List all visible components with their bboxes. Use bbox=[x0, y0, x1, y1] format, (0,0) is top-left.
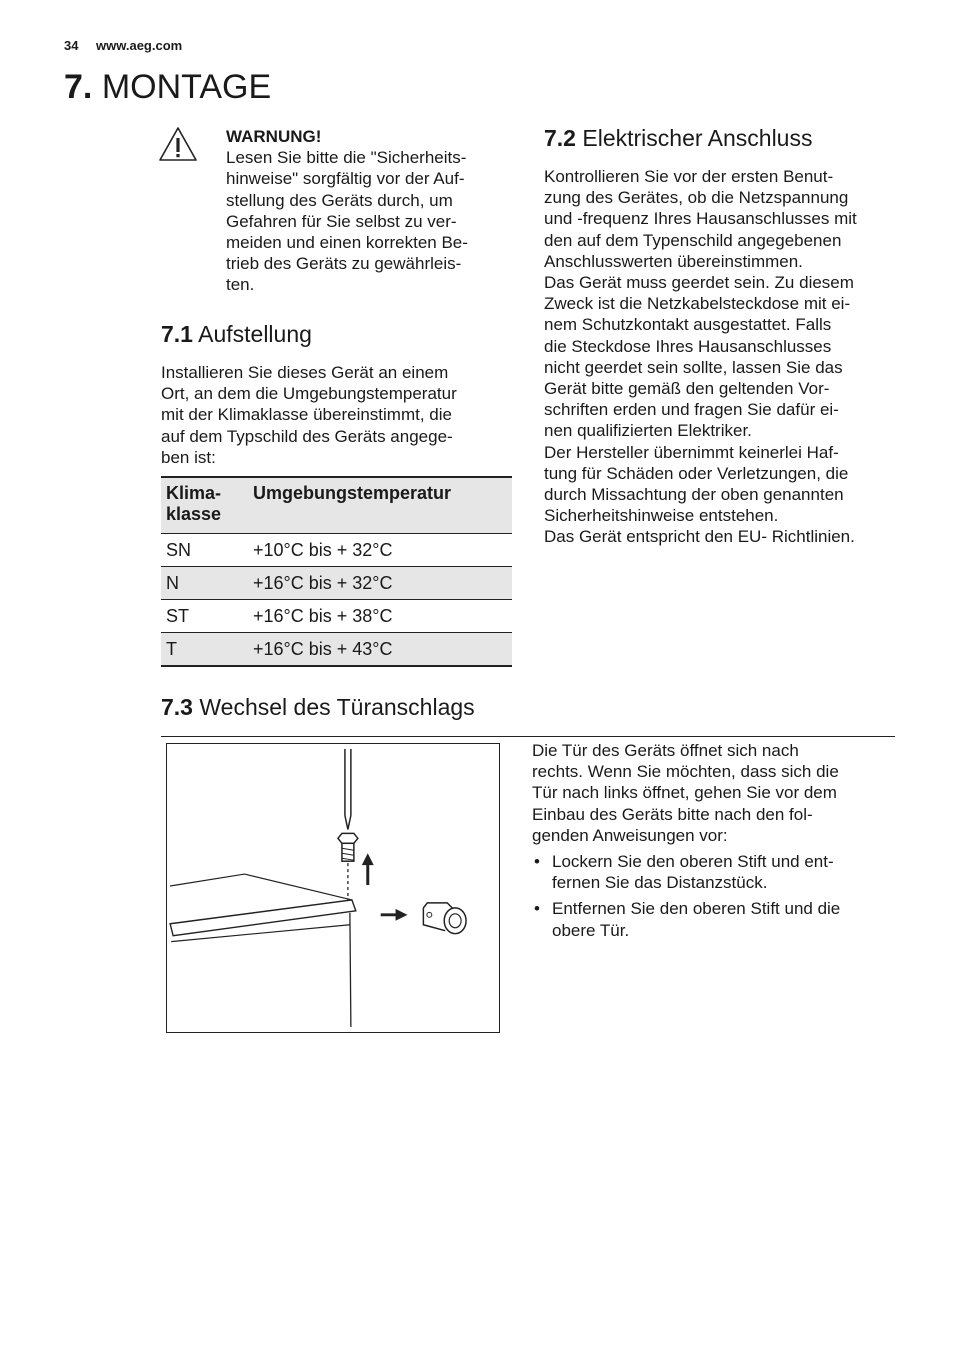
chapter-title-text: MONTAGE bbox=[101, 68, 272, 106]
chapter-number: 7. bbox=[64, 68, 93, 106]
section-7-3-text bbox=[532, 740, 892, 941]
warning-line: stellung des Geräts durch, um bbox=[226, 190, 453, 210]
warning-box bbox=[226, 126, 516, 296]
text-line: auf dem Typschild des Geräts angege- bbox=[161, 426, 453, 446]
chapter-title bbox=[64, 66, 271, 108]
door-hinge-illustration bbox=[166, 743, 500, 1033]
text-line: rechts. Wenn Sie möchten, dass sich die bbox=[532, 762, 839, 782]
climate-class-table bbox=[161, 476, 512, 667]
section-title: Aufstellung bbox=[198, 321, 312, 347]
text-line: nem Schutzkontakt ausgestattet. Falls bbox=[544, 315, 832, 335]
table-row bbox=[161, 567, 512, 600]
text-line: tung für Schäden oder Verletzungen, die bbox=[544, 463, 849, 483]
warning-line: hinweise" sorgfältig vor der Auf- bbox=[226, 169, 465, 189]
list-item-line: fernen Sie das Distanzstück. bbox=[552, 873, 768, 893]
page-number: 34 bbox=[64, 38, 79, 53]
text-line: Das Gerät entspricht den EU- Richtlinien. bbox=[544, 527, 855, 547]
table-cell-temperature: +10°C bis + 32°C bbox=[248, 534, 512, 567]
section-7-1-heading bbox=[161, 319, 312, 349]
section-7-2-heading bbox=[544, 123, 812, 153]
text-line: Kontrollieren Sie vor der ersten Benut- bbox=[544, 167, 834, 186]
warning-triangle-icon bbox=[158, 126, 198, 162]
table-cell-temperature: +16°C bis + 43°C bbox=[248, 633, 512, 667]
text-line: Die Tür des Geräts öffnet sich nach bbox=[532, 741, 799, 760]
text-line: durch Missachtung der oben genannten bbox=[544, 485, 844, 505]
header-line: klasse bbox=[166, 504, 222, 524]
warning-line: Lesen Sie bitte die "Sicherheits- bbox=[226, 148, 467, 168]
warning-line: ten. bbox=[226, 275, 255, 295]
text-line: Zweck ist die Netzkabelsteckdose mit ei- bbox=[544, 294, 851, 314]
text-line: Ort, an dem die Umgebungstemperatur bbox=[161, 384, 457, 404]
section-divider bbox=[161, 736, 895, 737]
section-number: 7.1 bbox=[161, 321, 193, 347]
table-cell-class: SN bbox=[161, 534, 248, 567]
section-7-2-text bbox=[544, 166, 904, 548]
text-line: nen qualifizierten Elektriker. bbox=[544, 421, 752, 441]
table-header-row bbox=[161, 477, 512, 534]
table-header-temperature: Umgebungstemperatur bbox=[248, 477, 512, 534]
list-item-line: Lockern Sie den oberen Stift und ent- bbox=[552, 852, 834, 872]
header-line: Klima- bbox=[166, 483, 222, 503]
text-line: und -frequenz Ihres Hausanschlusses mit bbox=[544, 209, 857, 229]
text-line: Tür nach links öffnet, gehen Sie vor dem bbox=[532, 783, 837, 803]
text-line: Der Hersteller übernimmt keinerlei Haf- bbox=[544, 442, 839, 462]
table-cell-class: ST bbox=[161, 600, 248, 633]
instruction-list bbox=[532, 851, 892, 941]
text-line: Einbau des Geräts bitte nach den fol- bbox=[532, 804, 813, 824]
section-title: Elektrischer Anschluss bbox=[582, 125, 813, 151]
warning-line: Gefahren für Sie selbst zu ver- bbox=[226, 211, 457, 231]
text-line: ben ist: bbox=[161, 447, 216, 467]
list-item bbox=[532, 851, 892, 893]
list-item bbox=[532, 898, 892, 940]
text-line: Das Gerät muss geerdet sein. Zu diesem bbox=[544, 273, 854, 293]
text-line: den auf dem Typenschild angegebenen bbox=[544, 230, 842, 250]
table-cell-class: N bbox=[161, 567, 248, 600]
section-7-3-heading bbox=[161, 692, 475, 722]
list-item-line: obere Tür. bbox=[552, 920, 630, 940]
text-line: schriften erden und fragen Sie dafür ei- bbox=[544, 400, 839, 420]
table-cell-temperature: +16°C bis + 32°C bbox=[248, 567, 512, 600]
text-line: die Steckdose Ihres Hausanschlusses bbox=[544, 336, 832, 356]
list-item-line: Entfernen Sie den oberen Stift und die bbox=[552, 899, 841, 919]
text-line: nicht geerdet sein sollte, lassen Sie das bbox=[544, 357, 843, 377]
warning-line: trieb des Geräts zu gewährleis- bbox=[226, 254, 462, 274]
section-number: 7.3 bbox=[161, 694, 193, 720]
table-row bbox=[161, 600, 512, 633]
bullet-icon: • bbox=[534, 852, 540, 872]
table-row bbox=[161, 534, 512, 567]
warning-line: meiden und einen korrekten Be- bbox=[226, 233, 468, 253]
warning-title: WARNUNG! bbox=[226, 127, 322, 146]
text-line: genden Anweisungen vor: bbox=[532, 825, 728, 845]
text-line: mit der Klimaklasse übereinstimmt, die bbox=[161, 405, 452, 425]
text-line: Sicherheitshinweise entstehen. bbox=[544, 506, 779, 526]
text-line: Gerät bitte gemäß den geltenden Vor- bbox=[544, 379, 830, 399]
section-title: Wechsel des Türanschlags bbox=[199, 694, 475, 720]
section-number: 7.2 bbox=[544, 125, 576, 151]
website-url: www.aeg.com bbox=[96, 38, 183, 53]
section-7-1-text bbox=[161, 362, 516, 468]
bullet-icon: • bbox=[534, 899, 540, 919]
text-line: Anschlusswerten übereinstimmen. bbox=[544, 251, 803, 271]
text-line: Installieren Sie dieses Gerät an einem bbox=[161, 363, 449, 382]
text-line: zung des Gerätes, ob die Netzspannung bbox=[544, 188, 849, 208]
table-row bbox=[161, 633, 512, 667]
table-cell-temperature: +16°C bis + 38°C bbox=[248, 600, 512, 633]
table-header-class bbox=[161, 477, 248, 534]
table-cell-class: T bbox=[161, 633, 248, 667]
